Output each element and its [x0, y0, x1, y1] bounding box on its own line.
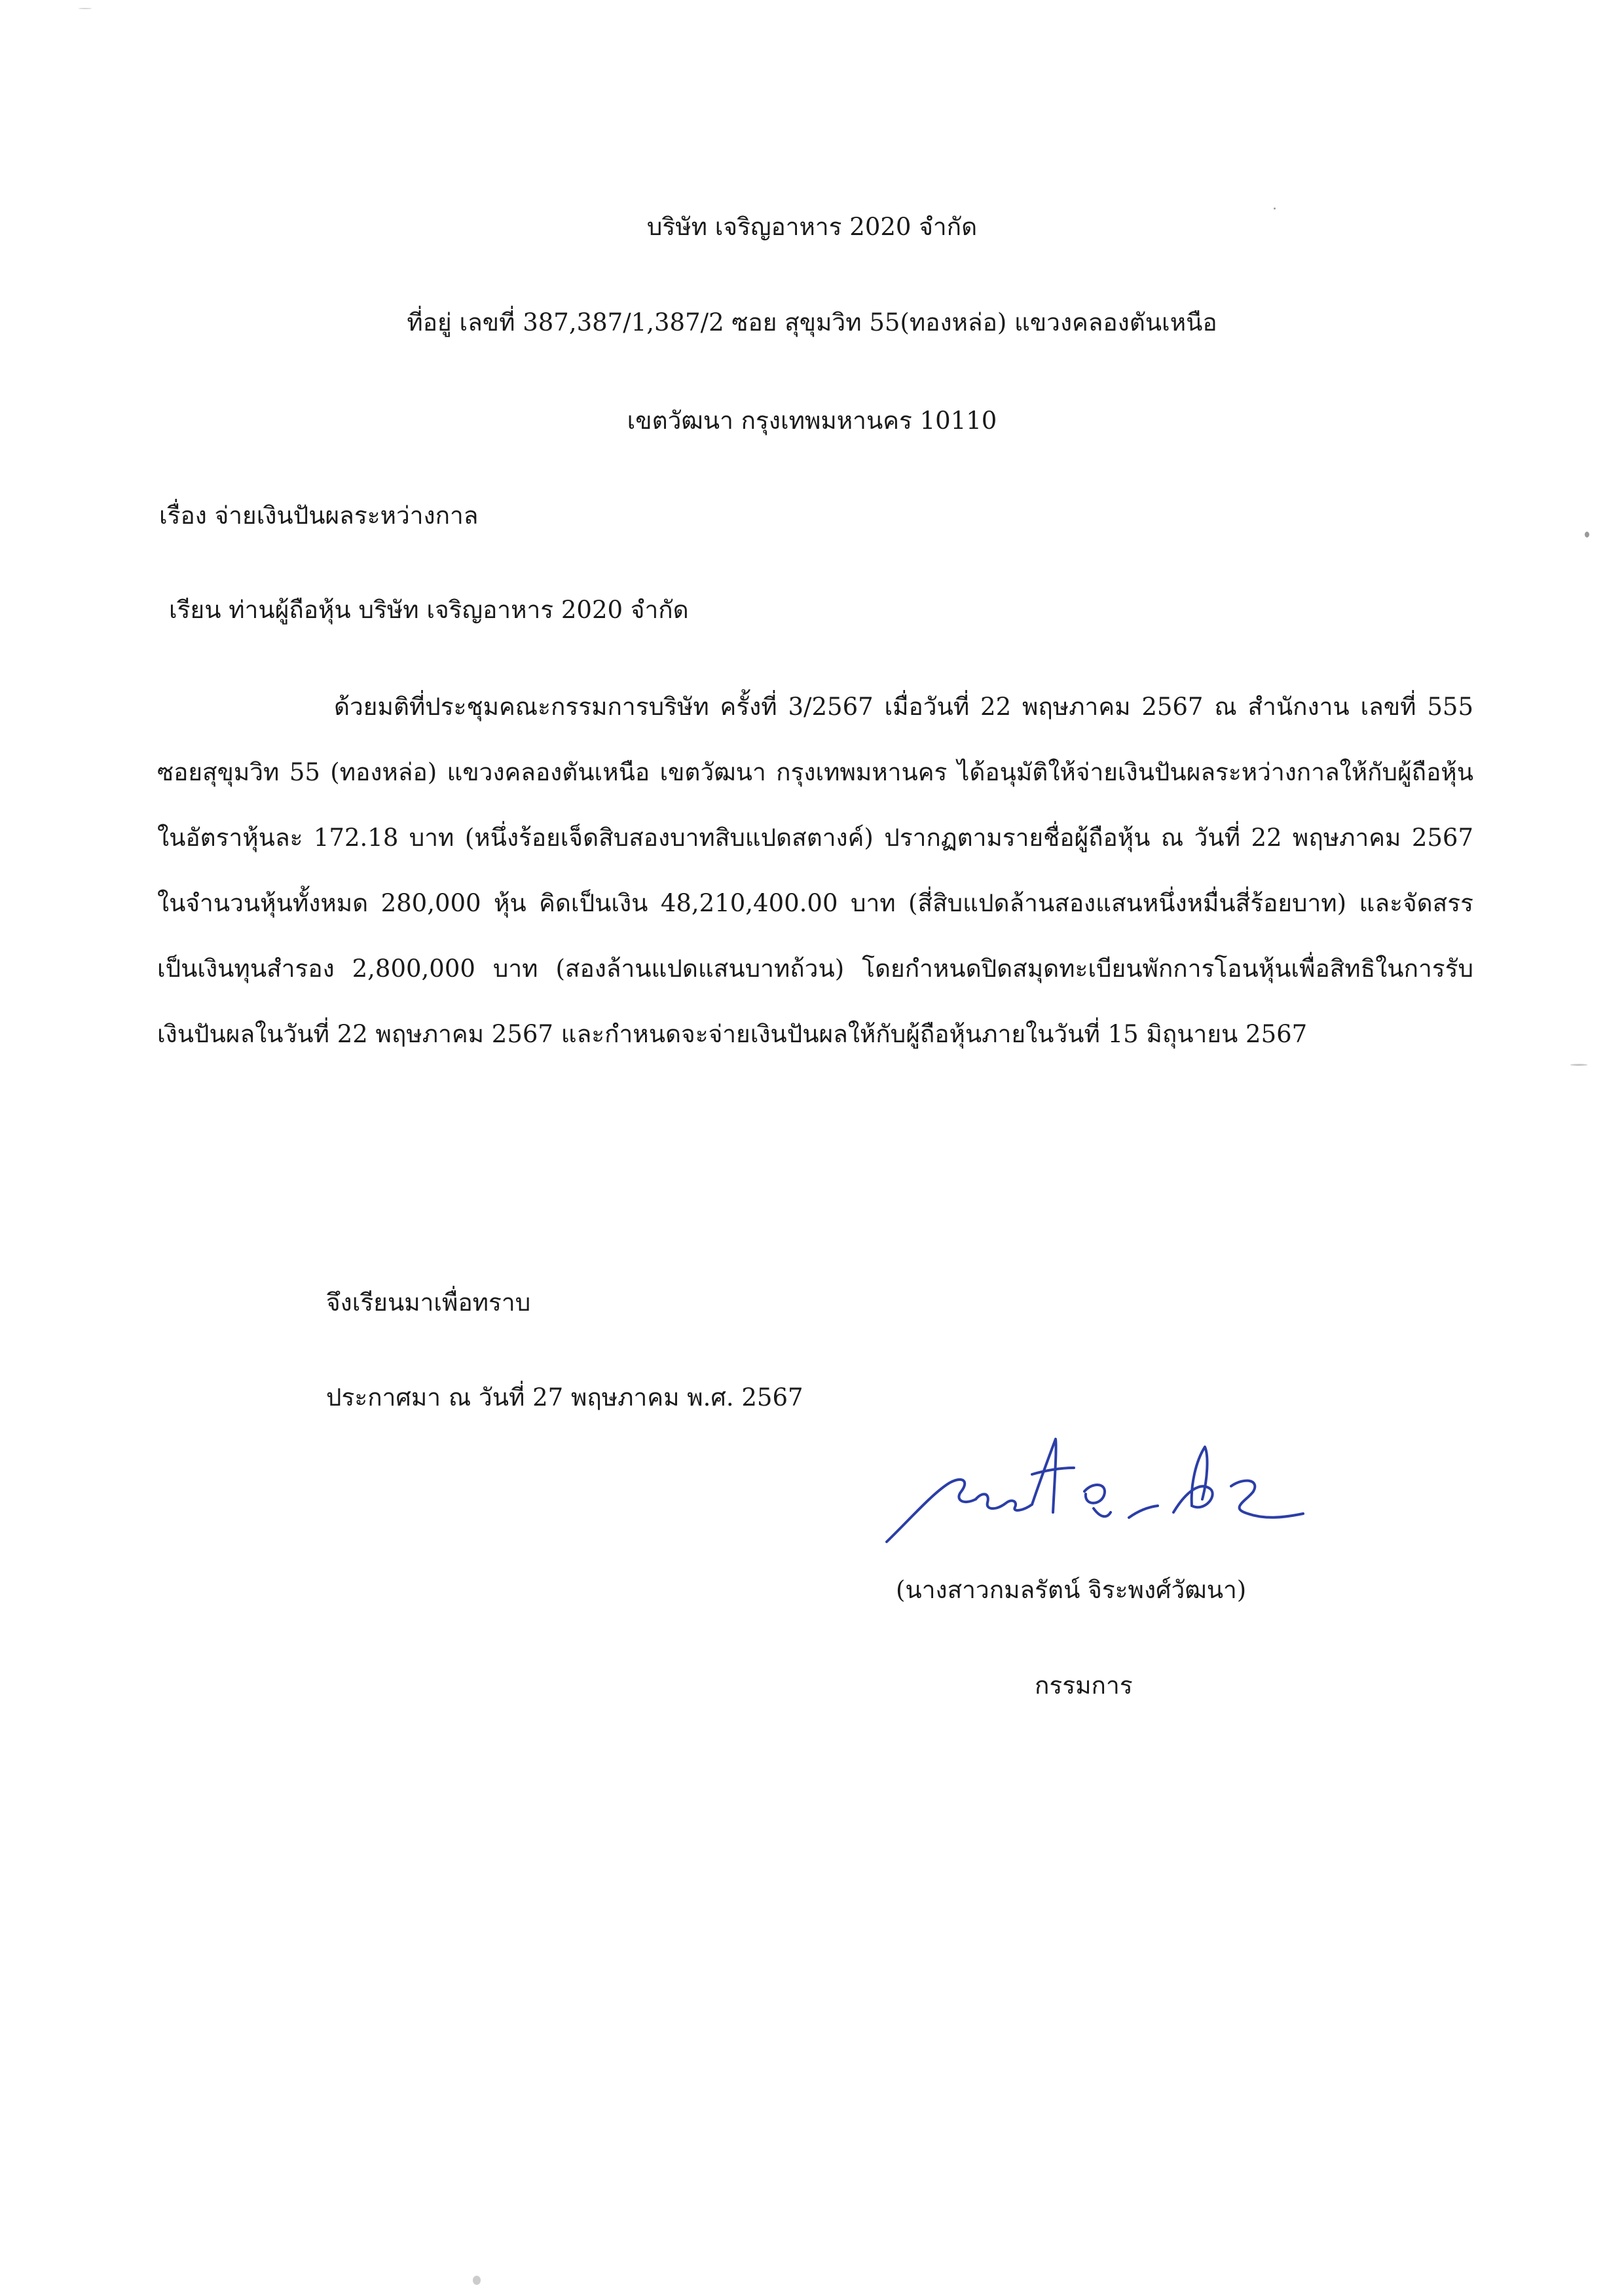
- salutation: เรียน ท่านผู้ถือหุ้น บริษัท เจริญอาหาร 2020 จำกัด: [169, 596, 689, 624]
- body-paragraph: ด้วยมติที่ประชุมคณะกรรมการบริษัท ครั้งที่ 3/2567 เมื่อวันที่ 22 พฤษภาคม 2567 ณ สำนักงาน เลขที่ 555 ซอยสุขุมวิท 55 (ทองหล่อ) แขวงคลองตันเหนือ เขตวัฒนา กรุงเทพมหานคร ได้อนุมัติให้จ่ายเงินปันผลระหว่างกาลให้กับผู้ถือหุ้นในอัตราหุ้นละ 172.18 บาท (หนึ่งร้อยเจ็ดสิบสองบาทสิบแปดสตางค์) ปรากฏตามรายชื่อผู้ถือหุ้น ณ วันที่ 22 พฤษภาคม 2567 ในจำนวนหุ้นทั้งหมด 280,000 หุ้น คิดเป็นเงิน 48,210,400.00 บาท (สี่สิบแปดล้านสองแสนหนึ่งหมื่นสี่ร้อยบาท) และจัดสรรเป็นเงินทุนสำรอง 2,800,000 บาท (สองล้านแปดแสนบาทถ้วน) โดยกำหนดปิดสมุดทะเบียนพักการโอนหุ้นเพื่อสิทธิในการรับเงินปันผลในวันที่ 22 พฤษภาคม 2567 และกำหนดจะจ่ายเงินปันผลให้กับผู้ถือหุ้นภายในวันที่ 15 มิถุนายน 2567: [157, 693, 1473, 1048]
- signatory-title: กรรมการ: [1035, 1671, 1133, 1700]
- scan-speck: [1585, 532, 1589, 538]
- announcement-date: ประกาศมา ณ วันที่ 27 พฤษภาคม พ.ศ. 2567: [326, 1383, 803, 1412]
- scan-speck: [1570, 1064, 1587, 1066]
- scan-speck: [79, 8, 92, 9]
- closing-line: จึงเรียนมาเพื่อทราบ: [326, 1288, 531, 1317]
- subject-line: เรื่อง จ่ายเงินปันผลระหว่างกาล: [159, 501, 479, 530]
- company-name: บริษัท เจริญอาหาร 2020 จำกัด: [646, 213, 978, 241]
- signatory-name: (นางสาวกมลรัตน์ จิระพงศ์วัฒนา): [896, 1576, 1247, 1604]
- address-line-1: ที่อยู่ เลขที่ 387,387/1,387/2 ซอย สุขุมวิท 55(ทองหล่อ) แขวงคลองตันเหนือ: [407, 308, 1217, 337]
- scan-speck: [1274, 208, 1276, 210]
- scan-speck: [473, 2276, 481, 2285]
- handwritten-signature: [877, 1408, 1310, 1565]
- address-line-2: เขตวัฒนา กรุงเทพมหานคร 10110: [627, 407, 997, 435]
